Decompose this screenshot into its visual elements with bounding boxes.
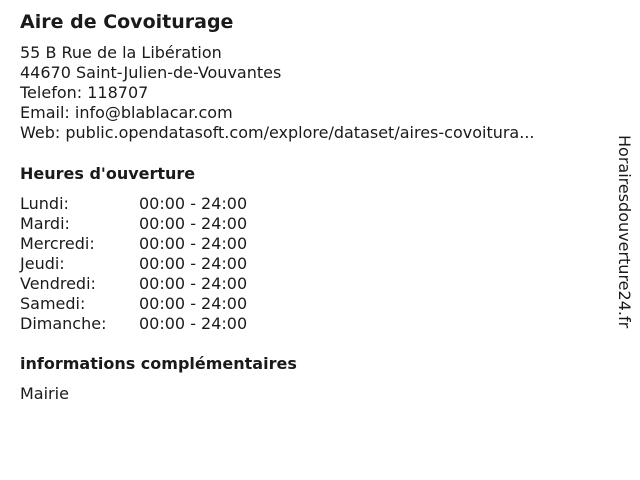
- hours-row-friday: [20, 274, 320, 294]
- day-label: Vendredi:: [20, 274, 96, 293]
- hours-row-wednesday: [20, 234, 320, 254]
- time-range: 00:00 - 24:00: [139, 214, 248, 233]
- additional-info-text: Mairie: [20, 384, 69, 403]
- time-range: 00:00 - 24:00: [139, 254, 248, 273]
- address-street: 55 B Rue de la Libération: [20, 43, 222, 62]
- time-range: 00:00 - 24:00: [139, 274, 248, 293]
- additional-info-heading: informations complémentaires: [20, 354, 297, 373]
- time-range: 00:00 - 24:00: [139, 314, 248, 333]
- place-title: Aire de Covoiturage: [20, 11, 234, 33]
- time-range: 00:00 - 24:00: [139, 234, 248, 253]
- hours-row-saturday: [20, 294, 320, 314]
- day-label: Mardi:: [20, 214, 70, 233]
- time-range: 00:00 - 24:00: [139, 294, 248, 313]
- hours-row-sunday: [20, 314, 320, 334]
- day-label: Lundi:: [20, 194, 69, 213]
- time-range: 00:00 - 24:00: [139, 194, 248, 213]
- phone-text: Telefon: 118707: [20, 83, 149, 102]
- address-city: 44670 Saint-Julien-de-Vouvantes: [20, 63, 282, 82]
- email-text: Email: info@blablacar.com: [20, 103, 233, 122]
- hours-table: [20, 194, 320, 334]
- hours-heading: Heures d'ouverture: [20, 164, 196, 183]
- contact-block: [20, 43, 535, 143]
- day-label: Jeudi:: [20, 254, 65, 273]
- website-link[interactable]: Web: public.opendatasoft.com/explore/dataset/aires-covoitura...: [20, 123, 535, 142]
- brand-watermark: Horairesdouverture24.fr: [615, 135, 634, 329]
- hours-row-thursday: [20, 254, 320, 274]
- hours-row-tuesday: [20, 214, 320, 234]
- day-label: Mercredi:: [20, 234, 95, 253]
- day-label: Samedi:: [20, 294, 86, 313]
- hours-row-monday: [20, 194, 320, 214]
- day-label: Dimanche:: [20, 314, 107, 333]
